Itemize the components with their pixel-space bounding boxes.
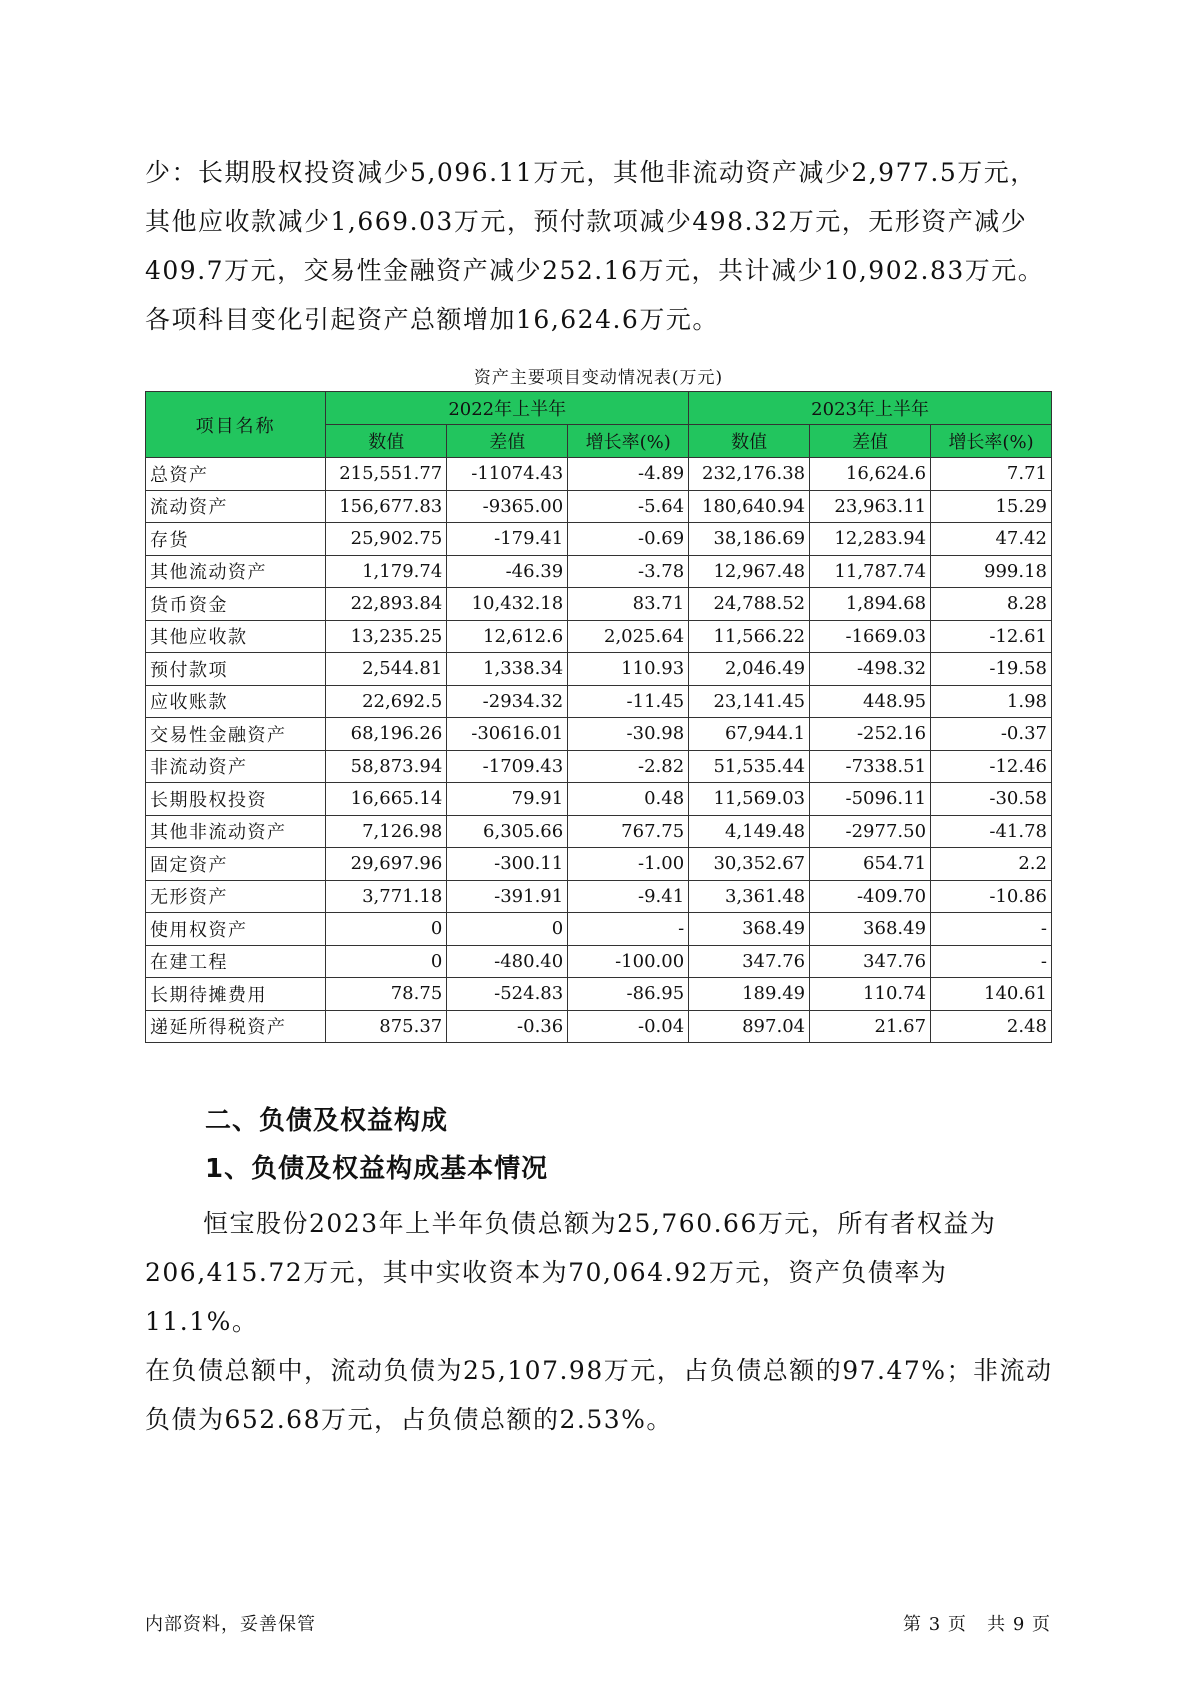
table-row — [146, 945, 1052, 978]
cell-diff-2022: 10,432.18 — [447, 588, 568, 621]
cell-growth-2022: -1.00 — [568, 848, 689, 881]
cell-value-2023: 232,176.38 — [689, 458, 810, 491]
cell-growth-2022: 110.93 — [568, 653, 689, 686]
cell-diff-2023: 1,894.68 — [810, 588, 931, 621]
cell-diff-2022: 6,305.66 — [447, 815, 568, 848]
cell-diff-2023: 11,787.74 — [810, 555, 931, 588]
header-item-name: 项目名称 — [146, 392, 326, 458]
cell-growth-2022: -30.98 — [568, 718, 689, 751]
cell-diff-2023: 654.71 — [810, 848, 931, 881]
cell-value-2022: 7,126.98 — [326, 815, 447, 848]
cell-growth-2023: -41.78 — [931, 815, 1052, 848]
row-item-name: 其他非流动资产 — [146, 815, 326, 848]
cell-value-2023: 189.49 — [689, 978, 810, 1011]
cell-diff-2023: 368.49 — [810, 913, 931, 946]
cell-diff-2022: -1709.43 — [447, 750, 568, 783]
liabilities-paragraph — [145, 1199, 1060, 1444]
table-row — [146, 978, 1052, 1011]
table-row — [146, 685, 1052, 718]
cell-value-2022: 215,551.77 — [326, 458, 447, 491]
cell-value-2022: 0 — [326, 945, 447, 978]
header-growth: 增长率(%) — [931, 425, 1052, 458]
cell-growth-2023: -19.58 — [931, 653, 1052, 686]
header-diff: 差值 — [447, 425, 568, 458]
cell-growth-2022: -86.95 — [568, 978, 689, 1011]
cell-value-2022: 1,179.74 — [326, 555, 447, 588]
cell-growth-2023: 140.61 — [931, 978, 1052, 1011]
cell-growth-2023: 47.42 — [931, 523, 1052, 556]
row-item-name: 预付款项 — [146, 653, 326, 686]
cell-growth-2023: -10.86 — [931, 880, 1052, 913]
cell-growth-2022: -2.82 — [568, 750, 689, 783]
table-row — [146, 750, 1052, 783]
cell-growth-2023: 8.28 — [931, 588, 1052, 621]
table-row — [146, 718, 1052, 751]
footer-confidential-note: 内部资料，妥善保管 — [145, 1614, 316, 1635]
cell-growth-2023: 999.18 — [931, 555, 1052, 588]
row-item-name: 其他应收款 — [146, 620, 326, 653]
cell-value-2023: 4,149.48 — [689, 815, 810, 848]
paragraph-line: 409.7万元，交易性金融资产减少252.16万元，共计减少10,902.83万元。 — [145, 256, 1045, 285]
cell-value-2022: 78.75 — [326, 978, 447, 1011]
table-header — [146, 392, 1052, 458]
cell-growth-2022: - — [568, 913, 689, 946]
cell-diff-2023: -252.16 — [810, 718, 931, 751]
cell-value-2023: 24,788.52 — [689, 588, 810, 621]
intro-paragraph — [145, 148, 1060, 344]
cell-value-2022: 58,873.94 — [326, 750, 447, 783]
cell-diff-2022: -300.11 — [447, 848, 568, 881]
cell-value-2022: 16,665.14 — [326, 783, 447, 816]
cell-value-2022: 3,771.18 — [326, 880, 447, 913]
table-row — [146, 458, 1052, 491]
row-item-name: 应收账款 — [146, 685, 326, 718]
cell-diff-2022: 79.91 — [447, 783, 568, 816]
cell-growth-2022: -100.00 — [568, 945, 689, 978]
cell-value-2022: 156,677.83 — [326, 490, 447, 523]
cell-growth-2023: -12.61 — [931, 620, 1052, 653]
cell-value-2023: 347.76 — [689, 945, 810, 978]
row-item-name: 无形资产 — [146, 880, 326, 913]
header-value: 数值 — [326, 425, 447, 458]
asset-change-table — [145, 391, 1052, 1043]
cell-diff-2022: -2934.32 — [447, 685, 568, 718]
table-row — [146, 523, 1052, 556]
cell-growth-2023: - — [931, 945, 1052, 978]
row-item-name: 长期待摊费用 — [146, 978, 326, 1011]
cell-value-2022: 68,196.26 — [326, 718, 447, 751]
cell-value-2023: 180,640.94 — [689, 490, 810, 523]
cell-value-2022: 2,544.81 — [326, 653, 447, 686]
cell-value-2023: 38,186.69 — [689, 523, 810, 556]
cell-value-2023: 12,967.48 — [689, 555, 810, 588]
cell-diff-2022: -30616.01 — [447, 718, 568, 751]
cell-diff-2022: -0.36 — [447, 1010, 568, 1043]
paragraph-line: 恒宝股份2023年上半年负债总额为25,760.66万元，所有者权益为 — [203, 1209, 997, 1238]
cell-diff-2023: 448.95 — [810, 685, 931, 718]
row-item-name: 存货 — [146, 523, 326, 556]
cell-growth-2022: -0.04 — [568, 1010, 689, 1043]
cell-growth-2023: - — [931, 913, 1052, 946]
cell-diff-2022: -46.39 — [447, 555, 568, 588]
cell-value-2023: 23,141.45 — [689, 685, 810, 718]
cell-growth-2023: 2.48 — [931, 1010, 1052, 1043]
cell-diff-2022: 0 — [447, 913, 568, 946]
row-item-name: 流动资产 — [146, 490, 326, 523]
table-row — [146, 490, 1052, 523]
paragraph-line: 其他应收款减少1,669.03万元，预付款项减少498.32万元，无形资产减少 — [145, 207, 1028, 236]
table-row — [146, 588, 1052, 621]
table-row — [146, 783, 1052, 816]
cell-diff-2023: 12,283.94 — [810, 523, 931, 556]
cell-value-2023: 2,046.49 — [689, 653, 810, 686]
cell-diff-2023: -498.32 — [810, 653, 931, 686]
cell-diff-2022: -391.91 — [447, 880, 568, 913]
table-caption: 资产主要项目变动情况表(万元) — [473, 368, 724, 388]
cell-diff-2023: 347.76 — [810, 945, 931, 978]
table-row — [146, 555, 1052, 588]
cell-value-2023: 3,361.48 — [689, 880, 810, 913]
cell-growth-2022: 0.48 — [568, 783, 689, 816]
cell-growth-2023: 7.71 — [931, 458, 1052, 491]
cell-diff-2023: -7338.51 — [810, 750, 931, 783]
cell-growth-2022: -3.78 — [568, 555, 689, 588]
table-row — [146, 880, 1052, 913]
cell-diff-2023: -409.70 — [810, 880, 931, 913]
table-row — [146, 653, 1052, 686]
cell-diff-2023: -2977.50 — [810, 815, 931, 848]
row-item-name: 固定资产 — [146, 848, 326, 881]
table-row — [146, 620, 1052, 653]
table-row — [146, 815, 1052, 848]
cell-value-2023: 11,566.22 — [689, 620, 810, 653]
paragraph-line: 206,415.72万元，其中实收资本为70,064.92万元，资产负债率为11.1%。 — [145, 1258, 948, 1336]
footer-page-number: 第 3 页 共 9 页 — [903, 1614, 1051, 1635]
cell-growth-2022: -0.69 — [568, 523, 689, 556]
cell-value-2022: 29,697.96 — [326, 848, 447, 881]
header-value: 数值 — [689, 425, 810, 458]
row-item-name: 使用权资产 — [146, 913, 326, 946]
row-item-name: 递延所得税资产 — [146, 1010, 326, 1043]
cell-growth-2022: -11.45 — [568, 685, 689, 718]
cell-growth-2023: -0.37 — [931, 718, 1052, 751]
cell-value-2023: 368.49 — [689, 913, 810, 946]
cell-value-2022: 22,893.84 — [326, 588, 447, 621]
cell-diff-2023: 21.67 — [810, 1010, 931, 1043]
cell-diff-2023: -1669.03 — [810, 620, 931, 653]
row-item-name: 非流动资产 — [146, 750, 326, 783]
cell-value-2022: 22,692.5 — [326, 685, 447, 718]
table-row — [146, 848, 1052, 881]
header-group-2022: 2022年上半年 — [326, 392, 689, 425]
cell-diff-2023: 16,624.6 — [810, 458, 931, 491]
table-row — [146, 913, 1052, 946]
cell-value-2023: 30,352.67 — [689, 848, 810, 881]
table-body — [146, 458, 1052, 1043]
row-item-name: 其他流动资产 — [146, 555, 326, 588]
cell-diff-2022: 1,338.34 — [447, 653, 568, 686]
row-item-name: 长期股权投资 — [146, 783, 326, 816]
cell-growth-2023: -30.58 — [931, 783, 1052, 816]
cell-value-2022: 13,235.25 — [326, 620, 447, 653]
cell-value-2022: 875.37 — [326, 1010, 447, 1043]
cell-growth-2023: 1.98 — [931, 685, 1052, 718]
cell-growth-2022: -4.89 — [568, 458, 689, 491]
subsection-title: 1、负债及权益构成基本情况 — [205, 1154, 549, 1184]
row-item-name: 货币资金 — [146, 588, 326, 621]
cell-growth-2022: -9.41 — [568, 880, 689, 913]
cell-growth-2023: 15.29 — [931, 490, 1052, 523]
cell-growth-2022: 767.75 — [568, 815, 689, 848]
cell-diff-2023: -5096.11 — [810, 783, 931, 816]
cell-value-2023: 67,944.1 — [689, 718, 810, 751]
cell-diff-2022: -179.41 — [447, 523, 568, 556]
row-item-name: 总资产 — [146, 458, 326, 491]
cell-diff-2022: -11074.43 — [447, 458, 568, 491]
row-item-name: 交易性金融资产 — [146, 718, 326, 751]
cell-diff-2023: 23,963.11 — [810, 490, 931, 523]
cell-value-2022: 25,902.75 — [326, 523, 447, 556]
row-item-name: 在建工程 — [146, 945, 326, 978]
paragraph-line: 在负债总额中，流动负债为25,107.98万元，占负债总额的97.47%；非流动 — [145, 1356, 1053, 1385]
cell-value-2023: 11,569.03 — [689, 783, 810, 816]
cell-diff-2023: 110.74 — [810, 978, 931, 1011]
cell-growth-2022: -5.64 — [568, 490, 689, 523]
cell-value-2023: 51,535.44 — [689, 750, 810, 783]
cell-value-2023: 897.04 — [689, 1010, 810, 1043]
cell-value-2022: 0 — [326, 913, 447, 946]
cell-diff-2022: -524.83 — [447, 978, 568, 1011]
header-group-2023: 2023年上半年 — [689, 392, 1052, 425]
header-growth: 增长率(%) — [568, 425, 689, 458]
paragraph-line: 少：长期股权投资减少5,096.11万元，其他非流动资产减少2,977.5万元， — [145, 158, 1037, 187]
cell-growth-2023: -12.46 — [931, 750, 1052, 783]
table-row — [146, 1010, 1052, 1043]
paragraph-line: 负债为652.68万元，占负债总额的2.53%。 — [145, 1405, 673, 1434]
section-title: 二、负债及权益构成 — [205, 1106, 449, 1136]
cell-diff-2022: -9365.00 — [447, 490, 568, 523]
paragraph-line: 各项科目变化引起资产总额增加16,624.6万元。 — [145, 305, 719, 334]
cell-diff-2022: -480.40 — [447, 945, 568, 978]
cell-diff-2022: 12,612.6 — [447, 620, 568, 653]
cell-growth-2022: 2,025.64 — [568, 620, 689, 653]
cell-growth-2023: 2.2 — [931, 848, 1052, 881]
cell-growth-2022: 83.71 — [568, 588, 689, 621]
header-diff: 差值 — [810, 425, 931, 458]
